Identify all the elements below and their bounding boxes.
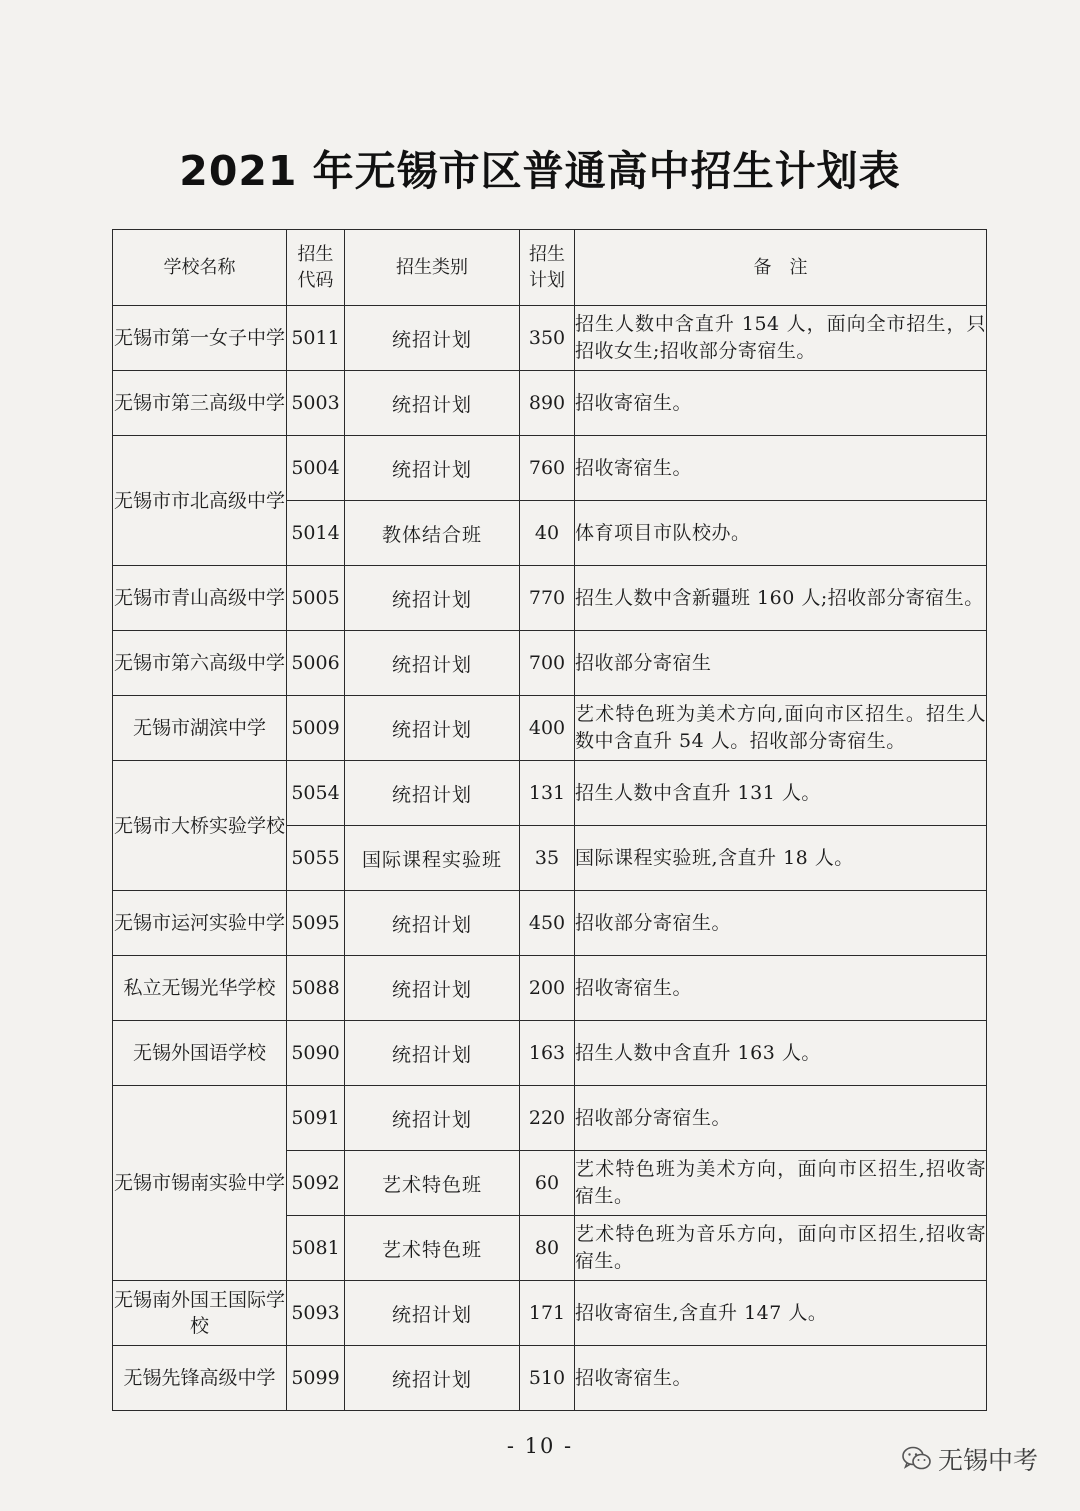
school-name-cell: 无锡外国语学校 [113,1021,287,1086]
plan-cell: 220 [520,1086,575,1151]
school-name-cell: 无锡先锋高级中学 [113,1346,287,1411]
table-row [113,371,987,436]
plan-cell: 131 [520,761,575,826]
table-row [113,1346,987,1411]
plan-cell: 510 [520,1346,575,1411]
note-cell: 国际课程实验班,含直升 18 人。 [575,826,987,891]
table-row [113,306,987,371]
plan-cell: 890 [520,371,575,436]
note-cell: 招收寄宿生。 [575,371,987,436]
code-cell: 5006 [287,631,345,696]
plan-cell: 80 [520,1216,575,1281]
category-cell: 统招计划 [345,306,520,371]
code-cell: 5092 [287,1151,345,1216]
note-cell: 招收寄宿生。 [575,956,987,1021]
category-cell: 统招计划 [345,371,520,436]
category-cell: 艺术特色班 [345,1151,520,1216]
plan-cell: 200 [520,956,575,1021]
category-cell: 统招计划 [345,956,520,1021]
table-row [113,1021,987,1086]
school-name-cell: 无锡市第三高级中学 [113,371,287,436]
note-cell: 招收寄宿生,含直升 147 人。 [575,1281,987,1346]
note-cell: 招生人数中含直升 131 人。 [575,761,987,826]
category-cell: 统招计划 [345,1346,520,1411]
code-cell: 5099 [287,1346,345,1411]
code-cell: 5009 [287,696,345,761]
header-note: 备 注 [575,230,987,306]
table-row [113,566,987,631]
school-name-cell: 无锡市青山高级中学 [113,566,287,631]
plan-cell: 60 [520,1151,575,1216]
category-cell: 统招计划 [345,566,520,631]
note-cell: 招生人数中含新疆班 160 人;招收部分寄宿生。 [575,566,987,631]
category-cell: 统招计划 [345,761,520,826]
table-row [113,956,987,1021]
code-cell: 5091 [287,1086,345,1151]
category-cell: 艺术特色班 [345,1216,520,1281]
enrollment-plan-table [112,229,987,1411]
note-cell: 招收部分寄宿生。 [575,1086,987,1151]
category-cell: 统招计划 [345,891,520,956]
code-cell: 5004 [287,436,345,501]
school-name-cell: 无锡市大桥实验学校 [113,761,287,891]
school-name-cell: 无锡市运河实验中学 [113,891,287,956]
note-cell: 艺术特色班为音乐方向，面向市区招生,招收寄宿生。 [575,1216,987,1281]
table-row [113,631,987,696]
code-cell: 5090 [287,1021,345,1086]
school-name-cell: 无锡市湖滨中学 [113,696,287,761]
school-name-cell: 无锡南外国王国际学校 [113,1281,287,1346]
category-cell: 统招计划 [345,1281,520,1346]
code-cell: 5093 [287,1281,345,1346]
code-cell: 5011 [287,306,345,371]
code-cell: 5003 [287,371,345,436]
plan-cell: 760 [520,436,575,501]
category-cell: 统招计划 [345,436,520,501]
note-cell: 艺术特色班为美术方向,面向市区招生。招生人数中含直升 54 人。招收部分寄宿生。 [575,696,987,761]
table-row [113,436,987,501]
category-cell: 统招计划 [345,696,520,761]
category-cell: 国际课程实验班 [345,826,520,891]
plan-cell: 400 [520,696,575,761]
header-plan [520,230,575,306]
school-name-cell: 无锡市第一女子中学 [113,306,287,371]
watermark-text: 无锡中考 [938,1446,1039,1475]
plan-cell: 171 [520,1281,575,1346]
category-cell: 统招计划 [345,631,520,696]
code-cell: 5081 [287,1216,345,1281]
plan-cell: 450 [520,891,575,956]
plan-cell: 350 [520,306,575,371]
note-cell: 招收部分寄宿生。 [575,891,987,956]
code-cell: 5005 [287,566,345,631]
header-plan-line2: 计划 [529,269,565,291]
code-cell: 5014 [287,501,345,566]
code-cell: 5054 [287,761,345,826]
school-name-cell: 私立无锡光华学校 [113,956,287,1021]
note-cell: 招生人数中含直升 163 人。 [575,1021,987,1086]
watermark [902,1441,1038,1477]
code-cell: 5095 [287,891,345,956]
plan-cell: 770 [520,566,575,631]
page-number: - 10 - [506,1434,574,1458]
note-cell: 体育项目市队校办。 [575,501,987,566]
school-name-cell: 无锡市市北高级中学 [113,436,287,566]
school-name-cell: 无锡市第六高级中学 [113,631,287,696]
plan-cell: 35 [520,826,575,891]
note-cell: 艺术特色班为美术方向，面向市区招生,招收寄宿生。 [575,1151,987,1216]
note-cell: 招收部分寄宿生 [575,631,987,696]
code-cell: 5088 [287,956,345,1021]
table-row [113,1086,987,1151]
header-school-name: 学校名称 [113,230,287,306]
category-cell: 统招计划 [345,1021,520,1086]
category-cell: 教体结合班 [345,501,520,566]
header-category: 招生类别 [345,230,520,306]
note-cell: 招收寄宿生。 [575,436,987,501]
school-name-cell: 无锡市锡南实验中学 [113,1086,287,1281]
table-row [113,891,987,956]
table-row [113,696,987,761]
category-cell: 统招计划 [345,1086,520,1151]
plan-cell: 40 [520,501,575,566]
header-code-line2: 代码 [297,269,334,291]
table-row [113,1281,987,1346]
plan-cell: 163 [520,1021,575,1086]
note-cell: 招生人数中含直升 154 人，面向全市招生，只招收女生;招收部分寄宿生。 [575,306,987,371]
note-cell: 招收寄宿生。 [575,1346,987,1411]
page-title: 2021 年无锡市区普通高中招生计划表 [179,147,901,195]
wechat-icon [902,1446,932,1472]
code-cell: 5055 [287,826,345,891]
table-row [113,761,987,826]
table-header-row [113,230,987,306]
header-code-line1: 招生 [297,243,334,265]
plan-cell: 700 [520,631,575,696]
header-plan-line1: 招生 [529,243,565,265]
header-code [287,230,345,306]
